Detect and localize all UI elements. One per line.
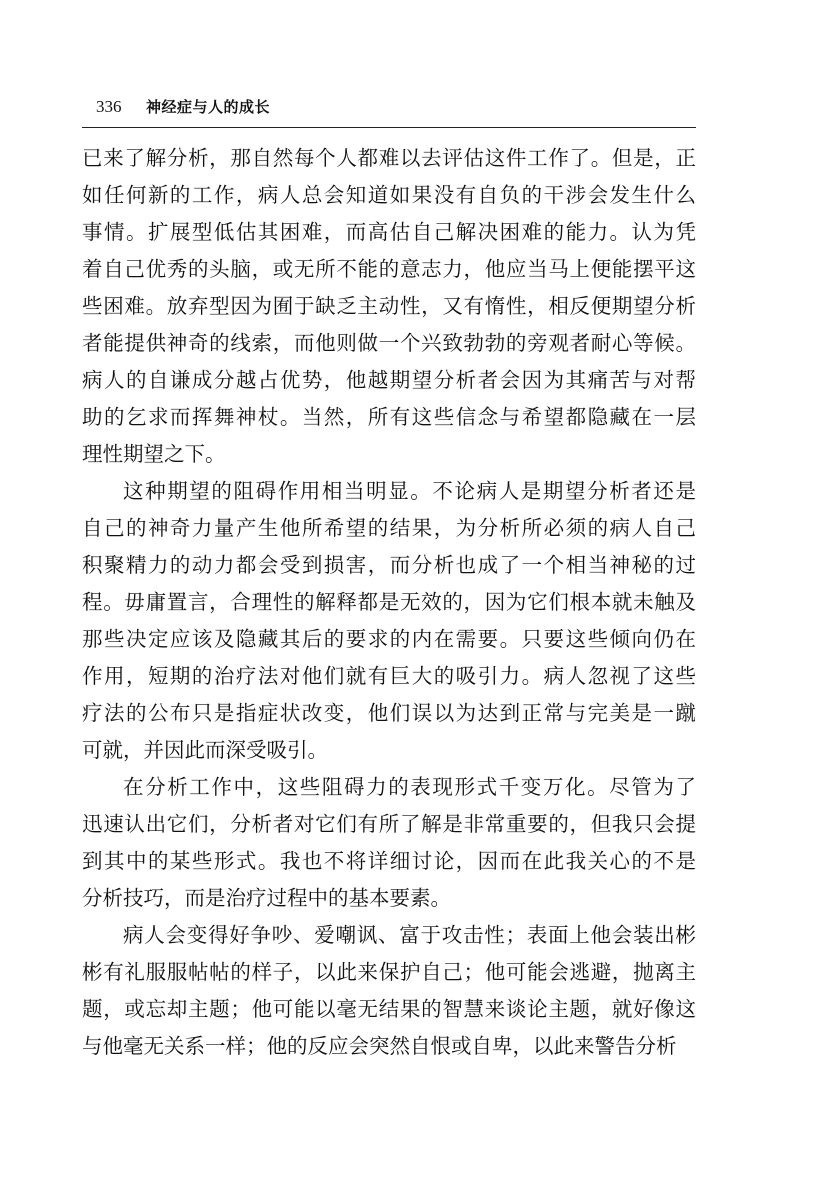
body-text [82,140,696,1065]
page-number: 336 [96,97,122,116]
text-line: 可就，并因此而深受吸引。 [82,738,328,762]
text-line: 彬有礼服服帖帖的样子，以此来保护自己；他可能会逃避，抛离主 [82,960,696,984]
text-line: 那些决定应该及隐藏其后的要求的内在需要。只要这些倾向仍在 [82,627,696,651]
text-line: 些困难。放弃型因为囿于缺乏主动性，又有惰性，相反便期望分析 [82,294,696,318]
paragraph [82,473,696,769]
text-line: 积聚精力的动力都会受到损害，而分析也成了一个相当神秘的过 [82,553,696,577]
text-line: 在分析工作中，这些阻碍力的表现形式千变万化。尽管为了 [123,775,696,799]
text-line: 到其中的某些形式。我也不将详细讨论，因而在此我关心的不是 [82,849,696,873]
text-line: 迅速认出它们，分析者对它们有所了解是非常重要的，但我只会提 [82,812,696,836]
paragraph [82,769,696,917]
paragraph [82,917,696,1065]
text-line: 程。毋庸置言，合理性的解释都是无效的，因为它们根本就未触及 [82,590,696,614]
text-line: 病人的自谦成分越占优势，他越期望分析者会因为其痛苦与对帮 [82,368,696,392]
text-line: 理性期望之下。 [82,442,226,466]
text-line: 题，或忘却主题；他可能以毫无结果的智慧来谈论主题，就好像这 [82,997,696,1021]
header-rule [82,127,696,128]
book-title: 神经症与人的成长 [146,98,271,116]
text-line: 这种期望的阻碍作用相当明显。不论病人是期望分析者还是 [123,479,696,503]
text-line: 分析技巧，而是治疗过程中的基本要素。 [82,886,451,910]
text-line: 事情。扩展型低估其困难，而高估自己解决困难的能力。认为凭 [82,220,696,244]
running-header [82,96,696,118]
text-line: 与他毫无关系一样；他的反应会突然自恨或自卑，以此来警告分析 [82,1034,677,1058]
text-line: 助的乞求而挥舞神杖。当然，所有这些信念与希望都隐藏在一层 [82,405,696,429]
text-line: 着自己优秀的头脑，或无所不能的意志力，他应当马上便能摆平这 [82,257,696,281]
text-line: 疗法的公布只是指症状改变，他们误以为达到正常与完美是一蹴 [82,701,696,725]
text-line: 如任何新的工作，病人总会知道如果没有自负的干涉会发生什么 [82,183,696,207]
paragraph [82,140,696,473]
text-line: 者能提供神奇的线索，而他则做一个兴致勃勃的旁观者耐心等候。 [82,331,696,355]
text-line: 自己的神奇力量产生他所希望的结果，为分析所必须的病人自己 [82,516,696,540]
text-line: 已来了解分析，那自然每个人都难以去评估这件工作了。但是，正 [82,146,696,170]
text-line: 作用，短期的治疗法对他们就有巨大的吸引力。病人忽视了这些 [82,664,696,688]
text-line: 病人会变得好争吵、爱嘲讽、富于攻击性；表面上他会装出彬 [123,923,696,947]
